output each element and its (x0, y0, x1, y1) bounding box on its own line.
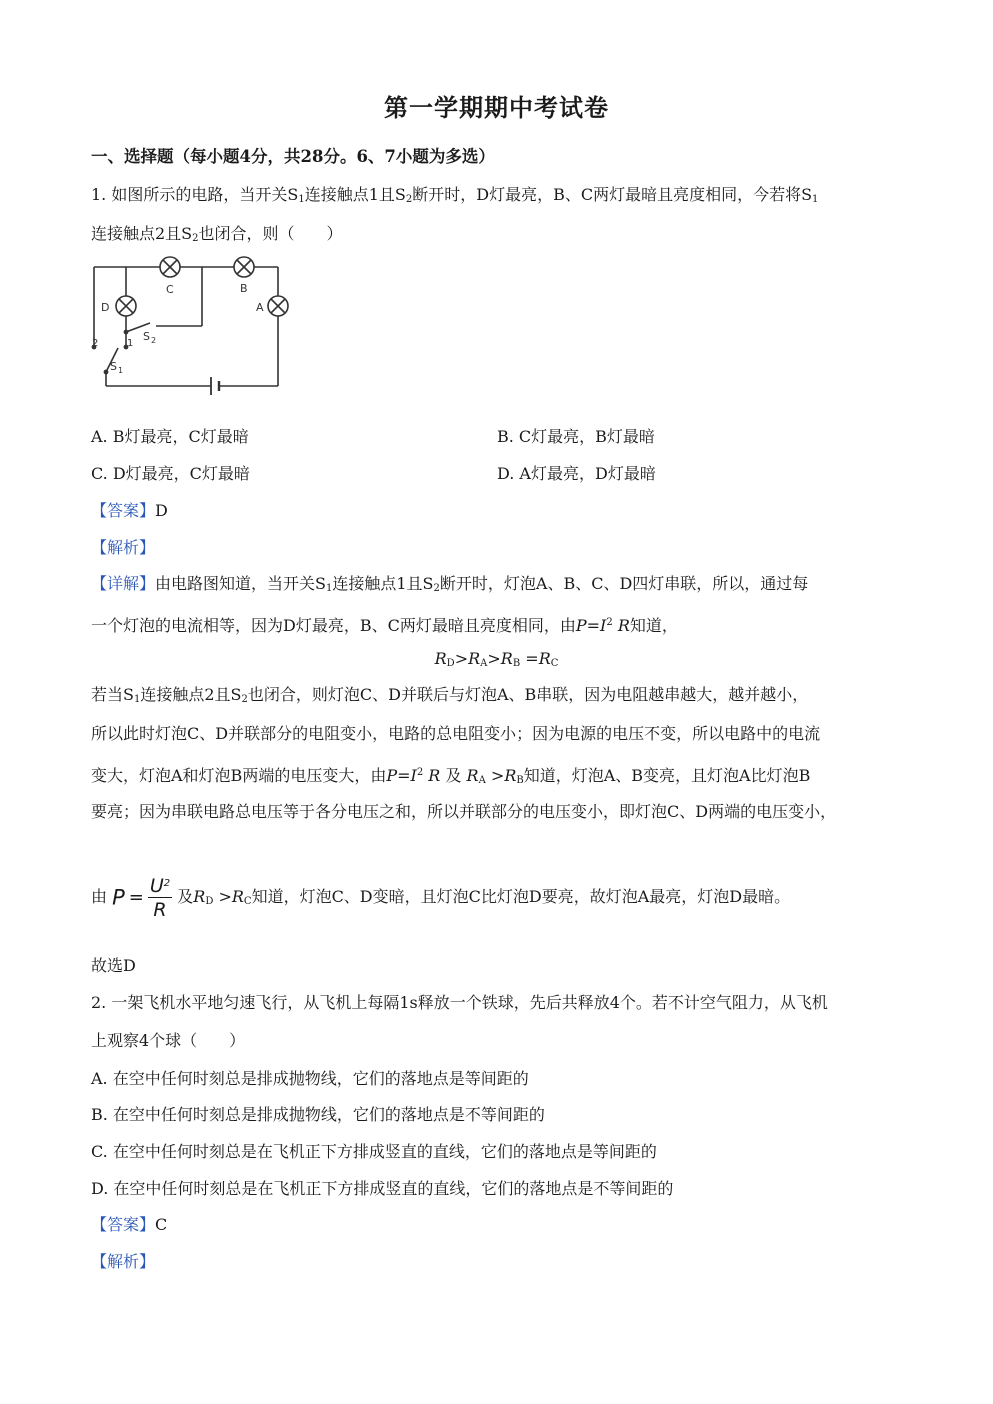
q1-detail-line4: 所以此时灯泡C、D并联部分的电阻变小，电路的总电阻变小；因为电源的电压不变，所以电路中的电流 (91, 724, 821, 743)
q2-option-a[interactable]: A. 在空中任何时刻总是排成抛物线，它们的落地点是等间距的 (91, 1069, 529, 1088)
label-s2: S (143, 330, 150, 343)
q1-conclusion: 故选D (91, 956, 136, 975)
label-terminal-2: 2 (92, 338, 99, 349)
formula-fraction: $\frac{U^2}{R}$ (149, 875, 171, 921)
q1-stem-line2: 连接触点2且$S_2$也闭合，则（ ） (91, 224, 343, 244)
q1-detail-line3: 若当$S_1$连接触点2且$S_2$也闭合，则灯泡C、D并联后与灯泡A、B串联，因为电阻越串越大，越并越小， (91, 685, 809, 705)
q2-answer: 【答案】C (91, 1215, 168, 1234)
label-c: C (166, 283, 174, 296)
label-s1-sub: 1 (118, 366, 124, 375)
q1-option-b[interactable]: B. C灯最亮，B灯最暗 (497, 427, 655, 446)
label-s1: S (110, 360, 117, 373)
q1-detail-line2: 一个灯泡的电流相等，因为D灯最亮，B、C两灯最暗且亮度相同，由$P=I^2$ R知道， (91, 616, 678, 635)
circuit-diagram (86, 252, 296, 402)
q2-option-c[interactable]: C. 在空中任何时刻总是在飞机正下方排成竖直的直线，它们的落地点是等间距的 (91, 1142, 657, 1161)
lamp-c (160, 257, 180, 277)
page-title: 第一学期期中考试卷 (384, 93, 609, 122)
q1-analysis-tag: 【解析】 (91, 538, 156, 557)
q1-detail-line7: 由 P = $\frac{U^2}{R}$ 及$R_D >R_C$知道，灯泡C、D变暗，且灯泡C比灯泡D要亮，故灯泡A最亮，灯泡D最暗。 (91, 875, 791, 921)
q2-analysis-tag: 【解析】 (91, 1252, 156, 1271)
formula-p: P (112, 885, 125, 910)
label-terminal-1: 1 (127, 338, 134, 349)
q1-resistance-relation: $R_D>R_A>R_B =R_C$ (434, 649, 559, 669)
q2-stem-line1: 2. 一架飞机水平地匀速飞行，从飞机上每隔1s释放一个铁球，先后共释放4个。若不计空气阻力，从飞机 (91, 993, 828, 1012)
answer-tag: 【答案】 (91, 501, 156, 520)
q2-option-b[interactable]: B. 在空中任何时刻总是排成抛物线，它们的落地点是不等间距的 (91, 1105, 545, 1124)
label-b: B (240, 282, 248, 295)
q1-detail-line1: 【详解】由电路图知道，当开关$S_1$连接触点1且$S_2$断开时，灯泡A、B、C、D四灯串联，所以，通过每 (91, 574, 809, 594)
q1-option-c[interactable]: C. D灯最亮，C灯最暗 (91, 464, 250, 483)
lamp-a (268, 296, 288, 316)
answer-tag: 【答案】 (91, 1215, 156, 1234)
lamp-d (116, 296, 136, 316)
q1-answer: 【答案】D (91, 501, 168, 520)
q2-option-d[interactable]: D. 在空中任何时刻总是在飞机正下方排成竖直的直线，它们的落地点是不等间距的 (91, 1179, 674, 1198)
q1-option-a[interactable]: A. B灯最亮，C灯最暗 (91, 427, 249, 446)
label-a: A (256, 301, 264, 314)
q1-option-d[interactable]: D. A灯最亮，D灯最暗 (497, 464, 656, 483)
label-d: D (101, 301, 110, 314)
q2-stem-line2: 上观察4个球（ ） (91, 1031, 246, 1050)
q1-detail-line6: 要亮；因为串联电路总电压等于各分电压之和，所以并联部分的电压变小，即灯泡C、D两端的电压变小， (91, 802, 837, 821)
label-s2-sub: 2 (151, 336, 157, 345)
q1-stem-line1: 1. 如图所示的电路，当开关$S_1$连接触点1且$S_2$断开时，D灯最亮，B、C两灯最暗且亮度相同，今若将$S_1$ (91, 185, 819, 205)
lamp-b (234, 257, 254, 277)
section-heading-choice: 一、选择题（每小题4分，共28分。6、7小题为多选） (91, 147, 495, 166)
q1-detail-line5: 变大，灯泡A和灯泡B两端的电压变大，由$P=I^2$ R 及 $R_A >R_B$知道，灯泡A、B变亮，且灯泡A比灯泡B (91, 766, 811, 786)
detail-tag: 【详解】 (91, 574, 156, 593)
